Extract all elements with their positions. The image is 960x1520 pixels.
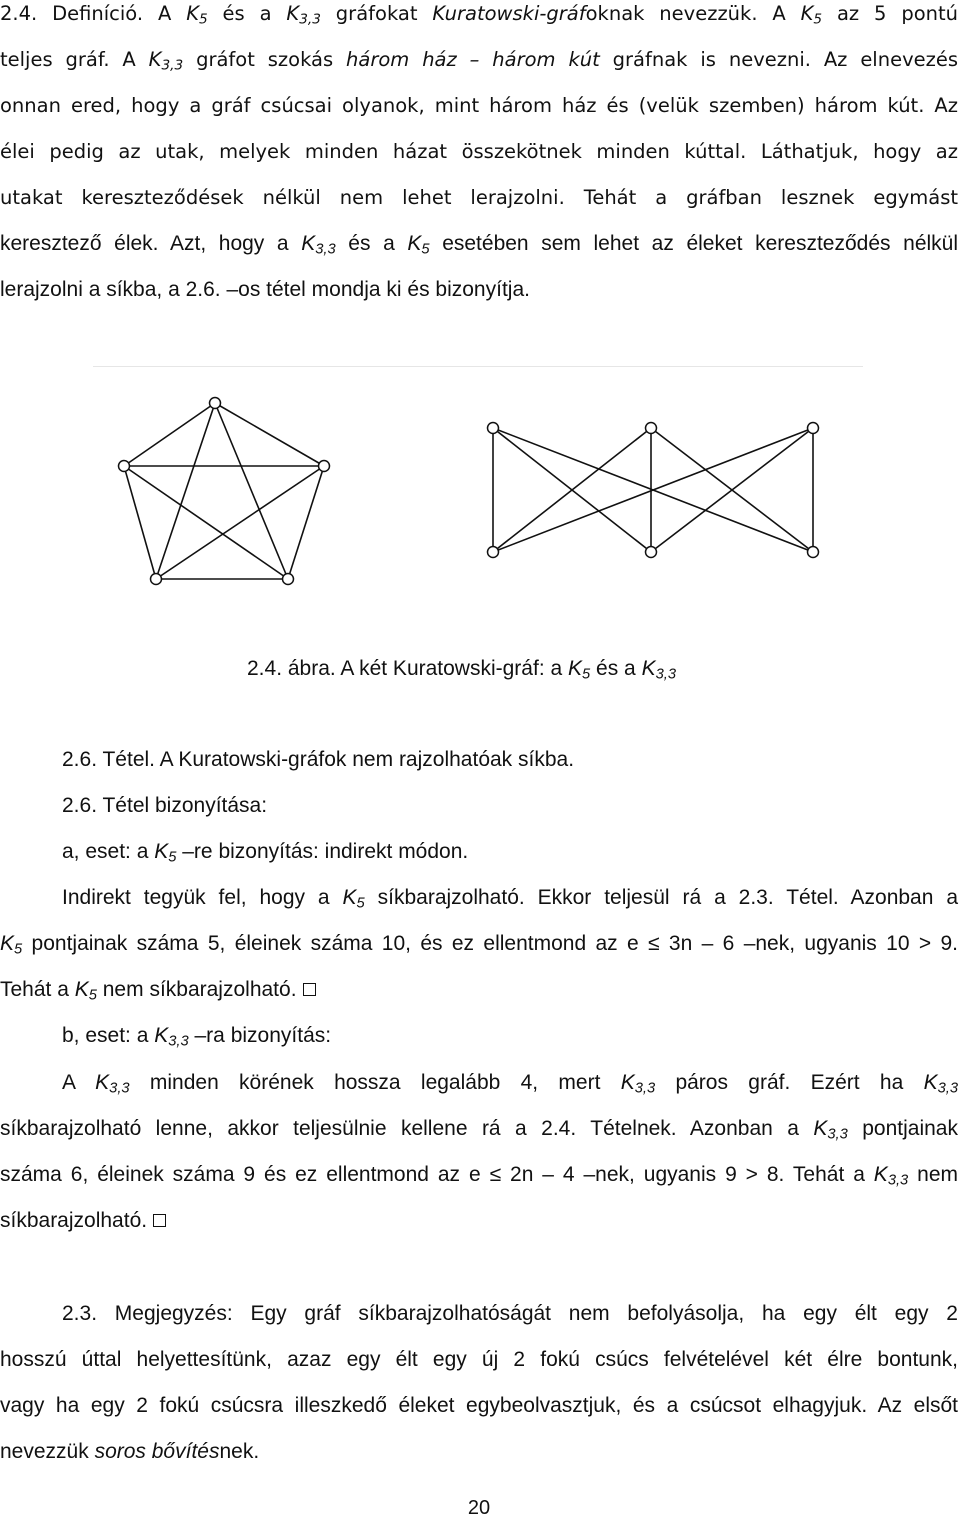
- k5-edge: [156, 403, 215, 579]
- definition-line-4: élei pedig az utak, melyek minden házat összekötnek minden kúttal. Láthatjuk, hogy az: [0, 140, 958, 163]
- case-a-line-2: $K_5$ pontjainak száma 5, éleinek száma 10, és ez ellentmond az e ≤ 3n – 6 –nek, ugyanis 10 > 9.: [0, 932, 958, 958]
- qed-square-icon: [153, 1214, 166, 1227]
- remark-line-2: hosszú úttal helyettesítünk, azaz egy élt egy új 2 fokú csúcs felvételével két élre bontunk,: [0, 1348, 958, 1371]
- k33-graph: [493, 428, 813, 552]
- k33-vertex: [646, 547, 657, 558]
- remark-line-4: nevezzük soros bővítésnek.: [0, 1440, 260, 1463]
- definition-line-7: lerajzolni a síkba, a 2.6. –os tétel mondja ki és bizonyítja.: [0, 278, 530, 301]
- figure-caption: 2.4. ábra. A két Kuratowski-gráf: a $K_5$ és a $K_{3,3}$: [247, 657, 676, 683]
- definition-line-2: teljes gráf. A $K_{3,3}$ gráfot szokás három ház – három kút gráfnak is nevezni. Az elnevezés: [0, 48, 959, 74]
- case-b-line-2: síkbarajzolható lenne, akkor teljesülnie kellene rá a 2.4. Tételnek. Azonban a $K_{3,3}$ pontjainak: [0, 1117, 958, 1143]
- case-b-line-3: száma 6, éleinek száma 9 és ez ellentmond az e ≤ 2n – 4 –nek, ugyanis 9 > 8. Tehát a $K_{3,3}$ nem: [0, 1163, 959, 1189]
- k5-edge: [156, 466, 324, 579]
- case-a-line-1: Indirekt tegyük fel, hogy a $K_5$ síkbarajzolható. Ekkor teljesül rá a 2.3. Tétel. Azonban a: [62, 886, 958, 912]
- k33-vertex: [488, 423, 499, 434]
- theorem-title: 2.6. Tétel. A Kuratowski-gráfok nem rajzolhatóak síkba.: [62, 748, 575, 771]
- definition-line-3: onnan ered, hogy a gráf csúcsai olyanok, mint három ház és (velük szemben) három kút. Az: [0, 94, 958, 117]
- k33-vertex: [808, 423, 819, 434]
- k33-vertex: [488, 547, 499, 558]
- qed-square-icon: [303, 983, 316, 996]
- case-b-heading: b, eset: a $K_{3,3}$ –ra bizonyítás:: [62, 1024, 332, 1050]
- k5-vertex: [151, 574, 162, 585]
- case-a-heading: a, eset: a $K_5$ –re bizonyítás: indirekt módon.: [62, 840, 469, 866]
- page-number: 20: [467, 1497, 491, 1519]
- k5-edge: [124, 403, 215, 466]
- k5-edge: [124, 466, 156, 579]
- k5-vertex: [119, 461, 130, 472]
- case-b-line-4: síkbarajzolható.: [0, 1209, 958, 1233]
- definition-line-5: utakat kereszteződések nélkül nem lehet lerajzolni. Tehát a gráfban lesznek egymást: [0, 186, 958, 209]
- k33-vertex: [646, 423, 657, 434]
- k5-graph: [124, 403, 324, 579]
- k5-edge: [215, 403, 324, 466]
- remark-line-1: 2.3. Megjegyzés: Egy gráf síkbarajzolhatóságát nem befolyásolja, ha egy élt egy 2: [62, 1302, 958, 1325]
- k5-vertex: [319, 461, 330, 472]
- k5-edge: [215, 403, 288, 579]
- remark-line-3: vagy ha egy 2 fokú csúcsra illeszkedő éleket egybeolvasztjuk, és a csúcsot elhagyjuk. Az elsőt: [0, 1394, 958, 1417]
- k33-vertex: [808, 547, 819, 558]
- k5-vertex: [210, 398, 221, 409]
- kuratowski-graphs-figure: [93, 366, 863, 636]
- definition-line-1: 2.4. Definíció. A $K_5$ és a $K_{3,3}$ gráfokat Kuratowski-gráfoknak nevezzük. A $K_5$ az 5 pontú: [0, 2, 959, 28]
- k5-edge: [124, 466, 288, 579]
- k5-vertex: [283, 574, 294, 585]
- case-a-line-3: Tehát a $K_5$ nem síkbarajzolható.: [0, 978, 958, 1002]
- proof-heading: 2.6. Tétel bizonyítása:: [62, 794, 268, 817]
- definition-line-6: keresztező élek. Azt, hogy a $K_{3,3}$ és a $K_5$ esetében sem lehet az éleket kereszteződés nélkül: [0, 232, 959, 258]
- k5-edge: [288, 466, 324, 579]
- case-b-line-1: A $K_{3,3}$ minden körének hossza legalább 4, mert $K_{3,3}$ páros gráf. Ezért ha $K_{3,3}$: [62, 1071, 958, 1097]
